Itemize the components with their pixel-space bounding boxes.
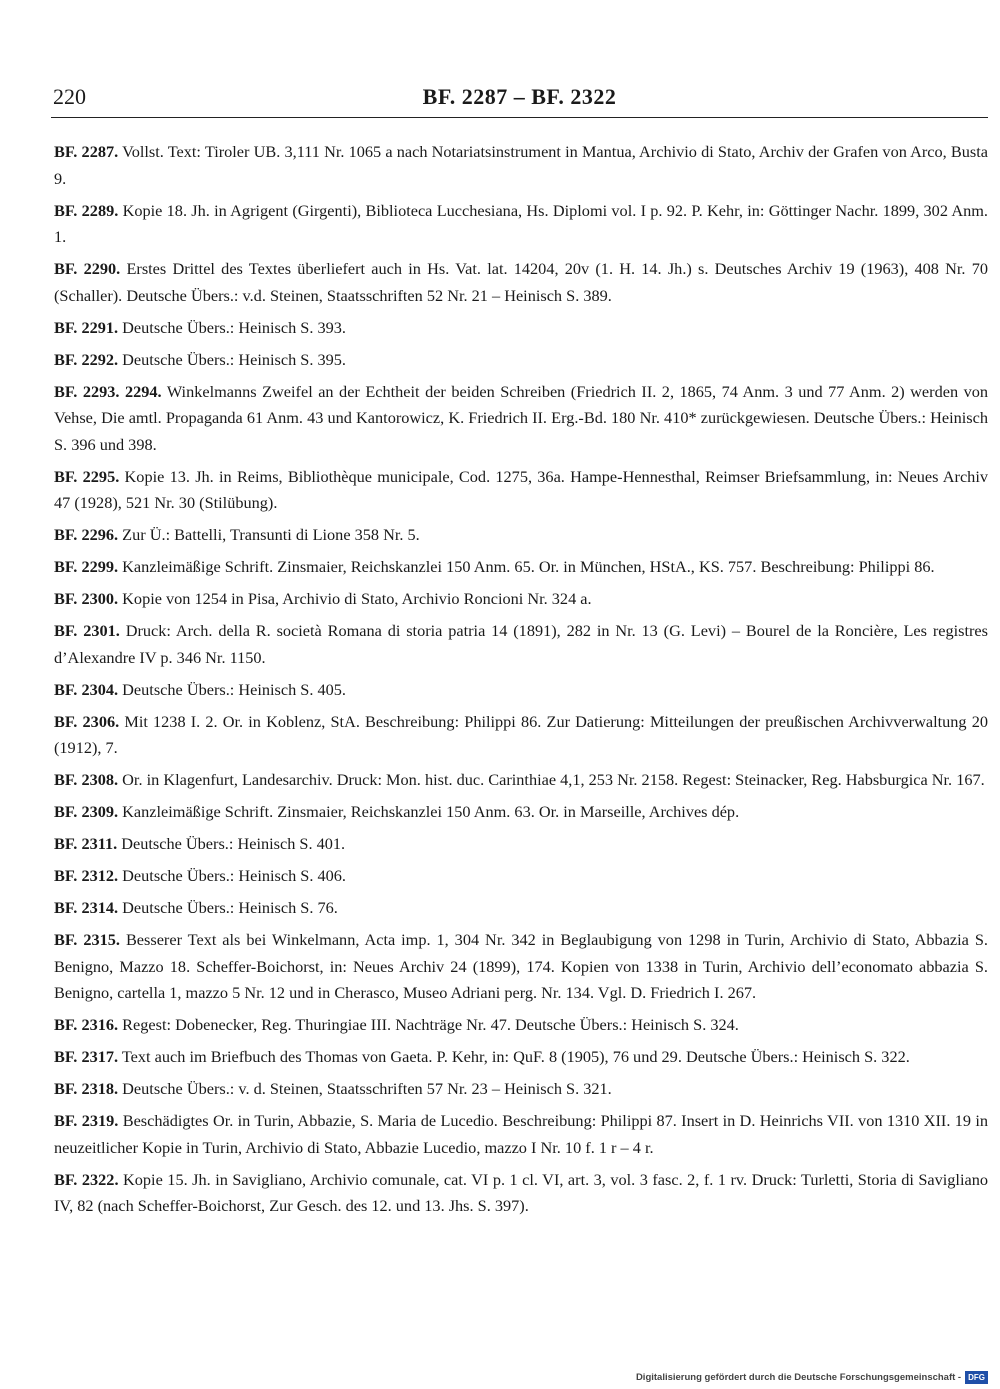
entry-reference: BF. 2291.	[54, 317, 119, 337]
entry-reference: BF. 2319.	[54, 1111, 119, 1130]
entry-text: Deutsche Übers.: Heinisch S. 395.	[122, 349, 346, 369]
entry-paragraph	[54, 198, 988, 251]
entry-text: Vollst. Text: Tiroler UB. 3,111 Nr. 1065 a nach Notariatsinstrument in Mantua, Archivio di Stato, Archiv der Grafen von Arco, Busta 9.	[54, 142, 988, 188]
entry-text: Beschädigtes Or. in Turin, Abbazie, S. Maria de Lucedio. Beschreibung: Philippi 87. Insert in D. Heinrichs VII. von 1310 XII. 19 in neuzeitlicher Kopie in Turin, Archivio di Stato, Abbazie Lucedio, mazzo I Nr. 10 f. 1 r – 4 r.	[54, 1111, 988, 1157]
entry-paragraph	[54, 256, 988, 309]
entry-text: Deutsche Übers.: Heinisch S. 405.	[122, 679, 346, 699]
entry-paragraph	[54, 522, 988, 549]
page-header	[51, 84, 988, 114]
entry-text: Druck: Arch. della R. società Romana di storia patria 14 (1891), 282 in Nr. 13 (G. Levi) – Bourel de la Roncière, Les registres d’Alexandre IV p. 346 Nr. 1150.	[54, 621, 988, 667]
entry-reference: BF. 2304.	[54, 679, 119, 699]
entry-paragraph	[54, 927, 988, 1007]
entry-reference: BF. 2287.	[54, 142, 119, 161]
entry-text: Text auch im Briefbuch des Thomas von Gaeta. P. Kehr, in: QuF. 8 (1905), 76 und 29. Deutsche Übers.: Heinisch S. 322.	[121, 1047, 910, 1066]
entry-paragraph	[54, 1044, 988, 1071]
entry-text: Kanzleimäßige Schrift. Zinsmaier, Reichskanzlei 150 Anm. 65. Or. in München, HStA., KS. 757. Beschreibung: Philippi 86.	[122, 557, 935, 576]
entry-text: Besserer Text als bei Winkelmann, Acta imp. 1, 304 Nr. 342 in Beglaubigung von 1298 in Turin, Archivio di Stato, Abbazia S. Benigno, Mazzo 18. Scheffer-Boichorst, in: Neues Archiv 24 (1899), 174. Kopien von 1338 in Turin, Archivio dell’economato abbazia S. Benigno, cartella 1, mazzo 5 Nr. 12 und in Cherasco, Museo Adriani perg. Nr. 134. Vgl. D. Friedrich I. 267.	[54, 930, 988, 1002]
entry-paragraph	[54, 1167, 988, 1220]
entry-paragraph	[54, 347, 988, 374]
entry-reference: BF. 2318.	[54, 1079, 119, 1098]
entry-paragraph	[54, 895, 988, 922]
entry-reference: BF. 2296.	[54, 525, 119, 544]
entry-reference: BF. 2290.	[54, 259, 121, 278]
entry-reference: BF. 2289.	[54, 200, 119, 220]
entry-text: Kopie von 1254 in Pisa, Archivio di Stato, Archivio Roncioni Nr. 324 a.	[122, 589, 592, 608]
entry-text: Kopie 15. Jh. in Savigliano, Archivio comunale, cat. VI p. 1 cl. VI, art. 3, vol. 3 fasc. 2, f. 1 rv. Druck: Turletti, Storia di Savigliano IV, 82 (nach Scheffer-Boichorst, Zur Gesch. des 12. und 13. Jhs. S. 397).	[54, 1169, 988, 1215]
entry-text: Or. in Klagenfurt, Landesarchiv. Druck: Mon. hist. duc. Carinthiae 4,1, 253 Nr. 2158. Regest: Steinacker, Reg. Habsburgica Nr. 167.	[122, 770, 985, 789]
entry-text: Regest: Dobenecker, Reg. Thuringiae III. Nachträge Nr. 47. Deutsche Übers.: Heinisch S. 324.	[122, 1015, 739, 1034]
entry-paragraph	[54, 464, 988, 517]
entry-reference: BF. 2295.	[54, 466, 120, 486]
entry-reference: BF. 2306.	[54, 711, 120, 731]
entries-list	[54, 139, 988, 1225]
entry-reference: BF. 2299.	[54, 557, 119, 576]
entry-paragraph	[54, 554, 988, 581]
entry-text: Deutsche Übers.: Heinisch S. 406.	[122, 866, 346, 885]
running-title: BF. 2287 – BF. 2322	[422, 84, 617, 109]
entry-reference: BF. 2316.	[54, 1015, 119, 1034]
entry-paragraph	[54, 315, 988, 342]
entry-paragraph	[54, 831, 988, 858]
entry-reference: BF. 2308.	[54, 770, 119, 789]
entry-reference: BF. 2293. 2294.	[54, 381, 162, 401]
entry-paragraph	[54, 767, 988, 794]
entry-reference: BF. 2292.	[54, 349, 119, 369]
entry-reference: BF. 2314.	[54, 898, 119, 917]
entry-paragraph	[54, 799, 988, 826]
entry-paragraph	[54, 586, 988, 613]
entry-reference: BF. 2311.	[54, 834, 118, 853]
header-rule	[51, 117, 988, 118]
entry-paragraph	[54, 1076, 988, 1103]
entry-reference: BF. 2300.	[54, 589, 119, 608]
entry-paragraph	[54, 677, 988, 704]
entry-reference: BF. 2322.	[54, 1169, 119, 1189]
entry-text: Winkelmanns Zweifel an der Echtheit der beiden Schreiben (Friedrich II. 2, 1865, 74 Anm. 3 und 77 Anm. 2) werden von Vehse, Die amtl. Propaganda 61 Anm. 43 und Kantorowicz, K. Friedrich II. Erg.-Bd. 180 Nr. 410* zurückgewiesen. Deutsche Übers.: Heinisch S. 396 und 398.	[54, 381, 988, 454]
entry-text: Kopie 13. Jh. in Reims, Bibliothèque municipale, Cod. 1275, 36a. Hampe-Hennesthal, Reimser Briefsammlung, in: Neues Archiv 47 (1928), 521 Nr. 30 (Stilübung).	[54, 466, 988, 512]
entry-paragraph	[54, 618, 988, 671]
entry-paragraph	[54, 1108, 988, 1161]
entry-paragraph	[54, 863, 988, 890]
entry-reference: BF. 2309.	[54, 802, 119, 821]
entry-text: Deutsche Übers.: Heinisch S. 401.	[121, 834, 346, 853]
footer-credit-text: Digitalisierung gefördert durch die Deutsche Forschungsgemeinschaft -	[635, 1371, 962, 1383]
entry-reference: BF. 2315.	[54, 930, 120, 949]
entry-text: Deutsche Übers.: v. d. Steinen, Staatsschriften 57 Nr. 23 – Heinisch S. 321.	[122, 1079, 612, 1098]
entry-reference: BF. 2317.	[54, 1047, 119, 1066]
dfg-logo-icon: DFG	[965, 1371, 988, 1384]
entry-text: Deutsche Übers.: Heinisch S. 393.	[122, 317, 346, 337]
entry-text: Erstes Drittel des Textes überliefert auch in Hs. Vat. lat. 14204, 20v (1. H. 14. Jh.) s. Deutsches Archiv 19 (1963), 408 Nr. 70 (Schaller). Deutsche Übers.: v.d. Steinen, Staatsschriften 52 Nr. 21 – Heinisch S. 389.	[54, 259, 988, 305]
entry-reference: BF. 2301.	[54, 621, 120, 640]
entry-paragraph	[54, 139, 988, 192]
page-number: 220	[53, 84, 86, 109]
entry-text: Kopie 18. Jh. in Agrigent (Girgenti), Biblioteca Lucchesiana, Hs. Diplomi vol. I p. 92. P. Kehr, in: Göttinger Nachr. 1899, 302 Anm. 1.	[54, 200, 988, 246]
entry-paragraph	[54, 1012, 988, 1039]
entry-reference: BF. 2312.	[54, 866, 119, 885]
entry-text: Mit 1238 I. 2. Or. in Koblenz, StA. Beschreibung: Philippi 86. Zur Datierung: Mitteilungen der preußischen Archivverwaltung 20 (1912), 7.	[54, 711, 988, 757]
entry-paragraph	[54, 709, 988, 762]
entry-text: Zur Ü.: Battelli, Transunti di Lione 358 Nr. 5.	[122, 525, 420, 544]
entry-text: Deutsche Übers.: Heinisch S. 76.	[122, 898, 338, 917]
entry-text: Kanzleimäßige Schrift. Zinsmaier, Reichskanzlei 150 Anm. 63. Or. in Marseille, Archives dép.	[122, 802, 740, 821]
footer-credit	[636, 1370, 988, 1384]
entry-paragraph	[54, 379, 988, 459]
